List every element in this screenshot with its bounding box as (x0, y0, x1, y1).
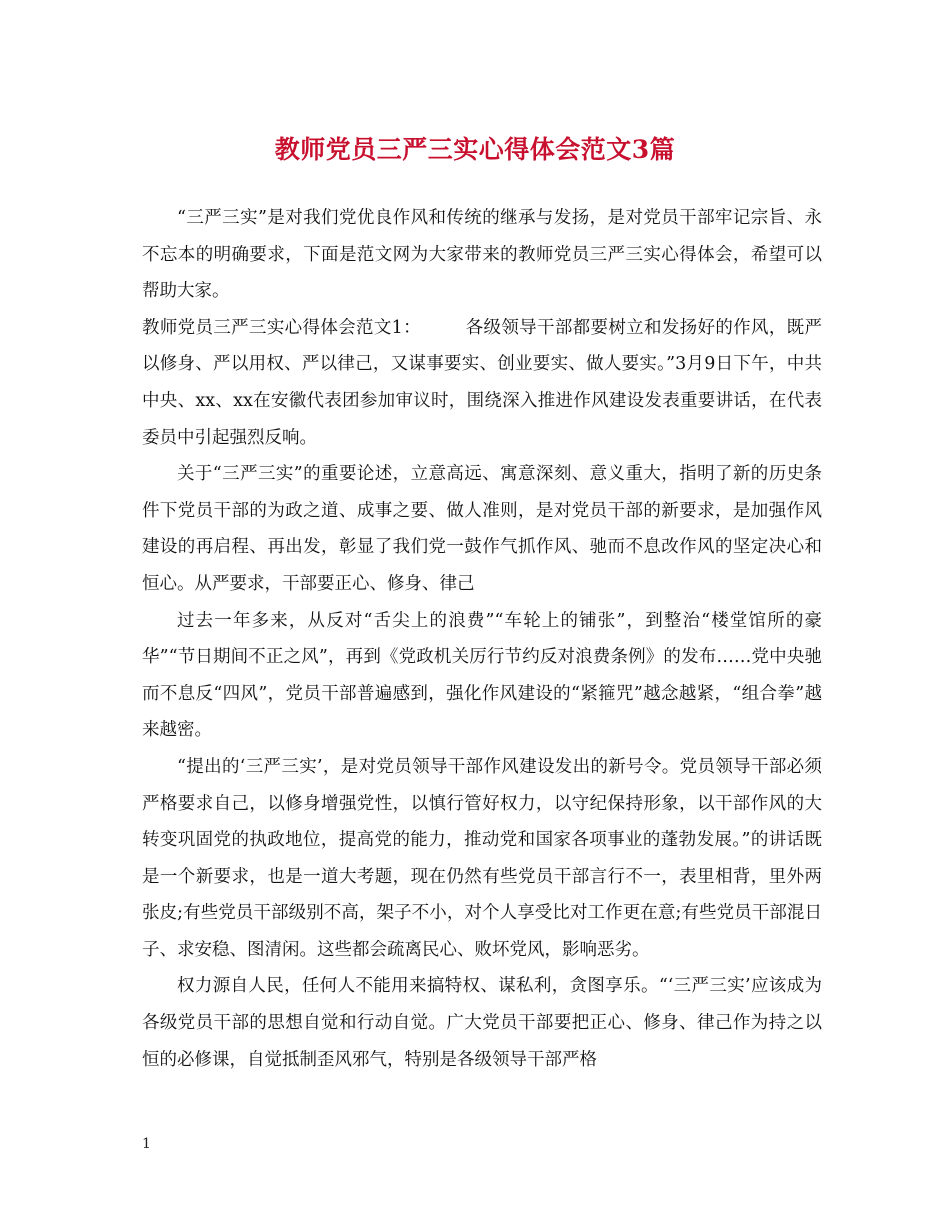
document-body (142, 200, 822, 1078)
paragraph-past-year: 过去一年多来，从反对“舌尖上的浪费”“车轮上的铺张”，到整治“楼堂馆所的豪华”“节日期间不正之风”，再到《党政机关厉行节约反对浪费条例》的发布……党中央驰而不息反“四风”，党员干部普遍感到，强化作风建设的“紧箍咒”越念越紧，“组合拳”越来越密。 (142, 610, 822, 741)
paragraph-power: 权力源自人民，任何人不能用来搞特权、谋私利，贪图享乐。“‘三严三实’应该成为各级党员干部的思想自觉和行动自觉。广大党员干部要把正心、修身、律己作为持之以恒的必修课，自觉抵制歪风邪气，特别是各级领导干部严格 (142, 976, 822, 1070)
document-title: 教师党员三严三实心得体会范文3篇 (274, 135, 676, 164)
paragraph-discussion: 关于“三严三实”的重要论述，立意高远、寓意深刻、意义重大，指明了新的历史条件下党员干部的为政之道、成事之要、做人准则，是对党员干部的新要求，是加强作风建设的再启程、再出发，彰显了我们党一鼓作气抓作风、驰而不息改作风的坚定决心和恒心。从严要求，干部要正心、修身、律己 (142, 464, 822, 594)
paragraph-intro: “三严三实”是对我们党优良作风和传统的继承与发扬，是对党员干部牢记宗旨、永不忘本的明确要求，下面是范文网为大家带来的教师党员三严三实心得体会，希望可以帮助大家。 (142, 208, 822, 302)
paragraph-sample-1: 教师党员三严三实心得体会范文1： 各级领导干部都要树立和发扬好的作风，既严以修身、严以用权、严以律己，又谋事要实、创业要实、做人要实。”3月9日下午，中共中央、xx、xx在安徽代表团参加审议时，围绕深入推进作风建设发表重要讲话，在代表委员中引起强烈反响。 (142, 317, 822, 448)
paragraph-new-order: “提出的‘三严三实’，是对党员领导干部作风建设发出的新号令。党员领导干部必须严格要求自己，以修身增强党性，以慎行管好权力，以守纪保持形象，以干部作风的大转变巩固党的执政地位，提高党的能力，推动党和国家各项事业的蓬勃发展。”的讲话既是一个新要求，也是一道大考题，现在仍然有些党员干部言行不一，表里相背，里外两张皮;有些党员干部级别不高，架子不小，对个人享受比对工作更在意;有些党员干部混日子、求安稳、图清闲。这些都会疏离民心、败坏党风，影响恶劣。 (142, 756, 822, 960)
page-number: 1 (142, 1136, 151, 1152)
